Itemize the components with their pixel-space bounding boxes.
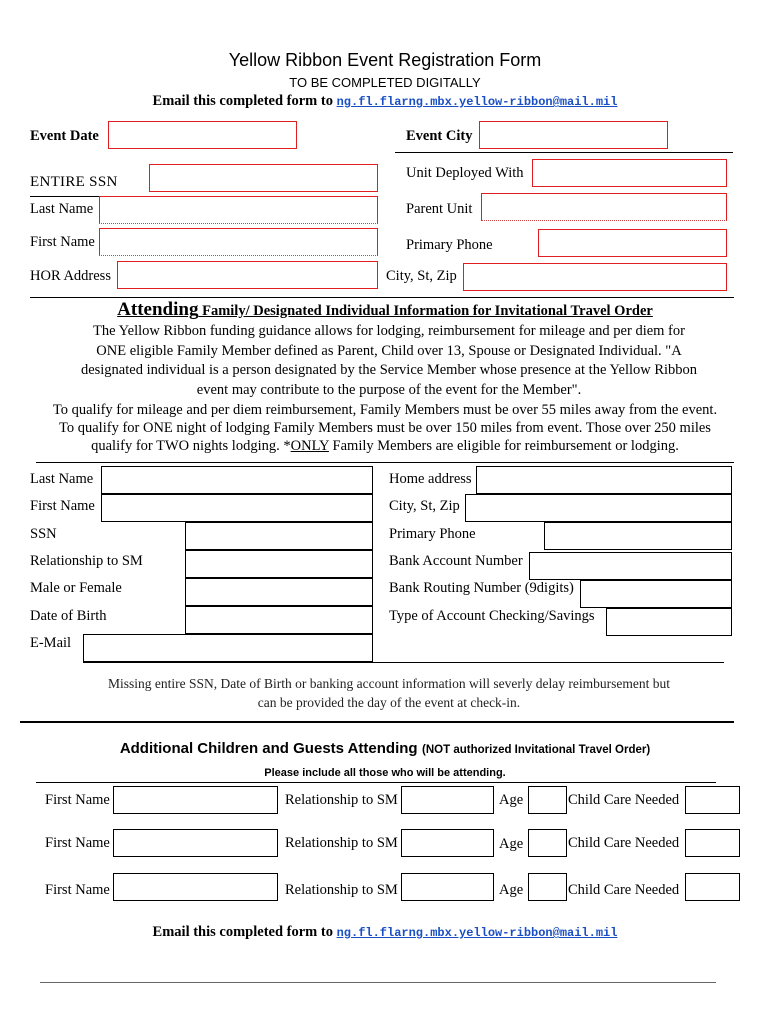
family-ssn-label: SSN bbox=[30, 526, 57, 542]
guest-first-name-field[interactable] bbox=[113, 786, 278, 814]
additional-heading bbox=[0, 740, 770, 758]
guest-first-name-field[interactable] bbox=[113, 873, 278, 901]
family-first-name-label: First Name bbox=[30, 498, 95, 514]
paragraph-line: event may contribute to the purpose of the event for the Member". bbox=[196, 381, 582, 398]
additional-heading-text: Additional Children and Guests Attending bbox=[119, 740, 418, 757]
divider bbox=[36, 782, 716, 783]
guest-age-field[interactable] bbox=[528, 873, 567, 901]
guest-child-care-field[interactable] bbox=[685, 829, 740, 857]
male-female-field[interactable] bbox=[185, 578, 373, 606]
email-instruction bbox=[0, 93, 770, 110]
guest-first-name-field[interactable] bbox=[113, 829, 278, 857]
paragraph-line: To qualify for mileage and per diem reimbursement, Family Members must be over 55 miles away from the event. bbox=[52, 402, 718, 418]
guest-first-name-label: First Name bbox=[45, 882, 110, 898]
guest-first-name-label: First Name bbox=[45, 792, 110, 808]
bank-routing-label: Bank Routing Number (9digits) bbox=[389, 580, 574, 596]
guest-child-care-field[interactable] bbox=[685, 786, 740, 814]
city-st-zip-field[interactable] bbox=[463, 263, 727, 291]
guest-relationship-label: Relationship to SM bbox=[285, 835, 398, 851]
guest-relationship-field[interactable] bbox=[401, 786, 494, 814]
male-female-label: Male or Female bbox=[30, 580, 122, 596]
footer-email-instruction bbox=[0, 924, 770, 941]
family-email-field[interactable] bbox=[83, 634, 373, 662]
relationship-label: Relationship to SM bbox=[30, 553, 143, 569]
first-name-field[interactable] bbox=[99, 228, 378, 256]
divider bbox=[30, 297, 734, 298]
bank-account-label: Bank Account Number bbox=[389, 553, 523, 569]
guest-relationship-label: Relationship to SM bbox=[285, 882, 398, 898]
account-type-label: Type of Account Checking/Savings bbox=[389, 608, 595, 624]
primary-phone-field[interactable] bbox=[538, 229, 727, 257]
qualification-paragraph bbox=[22, 401, 748, 455]
attending-heading bbox=[0, 299, 770, 321]
guest-age-field[interactable] bbox=[528, 786, 567, 814]
account-type-field[interactable] bbox=[606, 608, 732, 636]
attending-heading-big: Attending bbox=[117, 299, 199, 320]
additional-subheading: Please include all those who will be attending. bbox=[264, 767, 506, 779]
note-line: Missing entire SSN, Date of Birth or banking account information will severly delay reimbursement but bbox=[107, 676, 670, 691]
paragraph-line: To qualify for ONE night of lodging Family Members must be over 150 miles from event. Those over 250 miles bbox=[59, 420, 711, 436]
guest-relationship-label: Relationship to SM bbox=[285, 792, 398, 808]
guest-age-field[interactable] bbox=[528, 829, 567, 857]
family-email-label: E-Mail bbox=[30, 635, 72, 651]
hor-address-field[interactable] bbox=[117, 261, 378, 289]
last-name-label: Last Name bbox=[30, 201, 94, 217]
paragraph-text: qualify for TWO nights lodging. * bbox=[91, 438, 291, 454]
family-last-name-field[interactable] bbox=[101, 466, 373, 494]
city-st-zip-label: City, St, Zip bbox=[386, 268, 457, 284]
date-of-birth-label: Date of Birth bbox=[30, 608, 107, 624]
guest-child-care-label: Child Care Needed bbox=[568, 792, 680, 808]
parent-unit-label: Parent Unit bbox=[406, 201, 473, 217]
unit-deployed-label: Unit Deployed With bbox=[406, 165, 524, 181]
form-subtitle: TO BE COMPLETED DIGITALLY bbox=[289, 75, 481, 90]
primary-phone-label: Primary Phone bbox=[406, 237, 493, 253]
paragraph-text: Family Members are eligible for reimbursement or lodging. bbox=[328, 438, 679, 454]
unit-deployed-field[interactable] bbox=[532, 159, 727, 187]
guest-age-label: Age bbox=[499, 792, 524, 808]
event-date-label: Event Date bbox=[30, 128, 99, 144]
event-city-field[interactable] bbox=[479, 121, 668, 149]
paragraph-line bbox=[22, 437, 748, 455]
guest-relationship-field[interactable] bbox=[401, 829, 494, 857]
parent-unit-field[interactable] bbox=[481, 193, 727, 221]
date-of-birth-field[interactable] bbox=[185, 606, 373, 634]
family-first-name-field[interactable] bbox=[101, 494, 373, 522]
missing-info-note bbox=[30, 674, 748, 712]
footer-email-text: Email this completed form to bbox=[152, 924, 333, 940]
section-divider bbox=[20, 721, 734, 723]
email-link[interactable]: ng.fl.flarng.mbx.yellow-ribbon@mail.mil bbox=[336, 95, 618, 109]
guest-relationship-field[interactable] bbox=[401, 873, 494, 901]
email-instruction-text: Email this completed form to bbox=[152, 93, 333, 109]
last-name-field[interactable] bbox=[99, 196, 378, 224]
family-ssn-field[interactable] bbox=[185, 522, 373, 550]
guest-child-care-label: Child Care Needed bbox=[568, 835, 680, 851]
only-emphasis: ONLY bbox=[290, 438, 329, 454]
footer-divider bbox=[40, 982, 716, 983]
family-city-st-zip-field[interactable] bbox=[465, 494, 732, 522]
family-primary-phone-label: Primary Phone bbox=[389, 526, 476, 542]
divider bbox=[36, 462, 734, 463]
form-title: Yellow Ribbon Event Registration Form bbox=[228, 50, 542, 70]
family-primary-phone-field[interactable] bbox=[544, 522, 732, 550]
family-last-name-label: Last Name bbox=[30, 471, 94, 487]
home-address-label: Home address bbox=[389, 471, 472, 487]
paragraph-line: The Yellow Ribbon funding guidance allows for lodging, reimbursement for mileage and per diem for bbox=[93, 323, 685, 339]
guest-child-care-label: Child Care Needed bbox=[568, 882, 680, 898]
event-city-label: Event City bbox=[406, 128, 473, 144]
note-line: can be provided the day of the event at check-in. bbox=[257, 695, 521, 710]
relationship-field[interactable] bbox=[185, 550, 373, 578]
attending-heading-rest: Family/ Designated Individual Information for Invitational Travel Order bbox=[198, 303, 653, 319]
guest-age-label: Age bbox=[499, 836, 524, 852]
divider bbox=[395, 152, 733, 153]
bank-account-field[interactable] bbox=[529, 552, 732, 580]
event-date-field[interactable] bbox=[108, 121, 297, 149]
first-name-label: First Name bbox=[30, 234, 95, 250]
family-city-st-zip-label: City, St, Zip bbox=[389, 498, 460, 514]
entire-ssn-label: ENTIRE SSN bbox=[30, 174, 118, 190]
entire-ssn-field[interactable] bbox=[149, 164, 378, 192]
additional-heading-note: (NOT authorized Invitational Travel Order) bbox=[422, 744, 651, 756]
paragraph-line: ONE eligible Family Member defined as Parent, Child over 13, Spouse or Designated Individual. "A bbox=[96, 342, 682, 359]
guest-age-label: Age bbox=[499, 882, 524, 898]
paragraph-line: designated individual is a person designated by the Service Member whose presence at the Yellow Ribbon bbox=[80, 362, 698, 378]
guest-child-care-field[interactable] bbox=[685, 873, 740, 901]
funding-guidance-paragraph bbox=[30, 322, 748, 400]
home-address-field[interactable] bbox=[476, 466, 732, 494]
guest-first-name-label: First Name bbox=[45, 835, 110, 851]
bank-routing-field[interactable] bbox=[580, 580, 732, 608]
divider bbox=[83, 662, 724, 663]
footer-email-link[interactable]: ng.fl.flarng.mbx.yellow-ribbon@mail.mil bbox=[336, 926, 618, 940]
hor-address-label: HOR Address bbox=[30, 268, 111, 284]
